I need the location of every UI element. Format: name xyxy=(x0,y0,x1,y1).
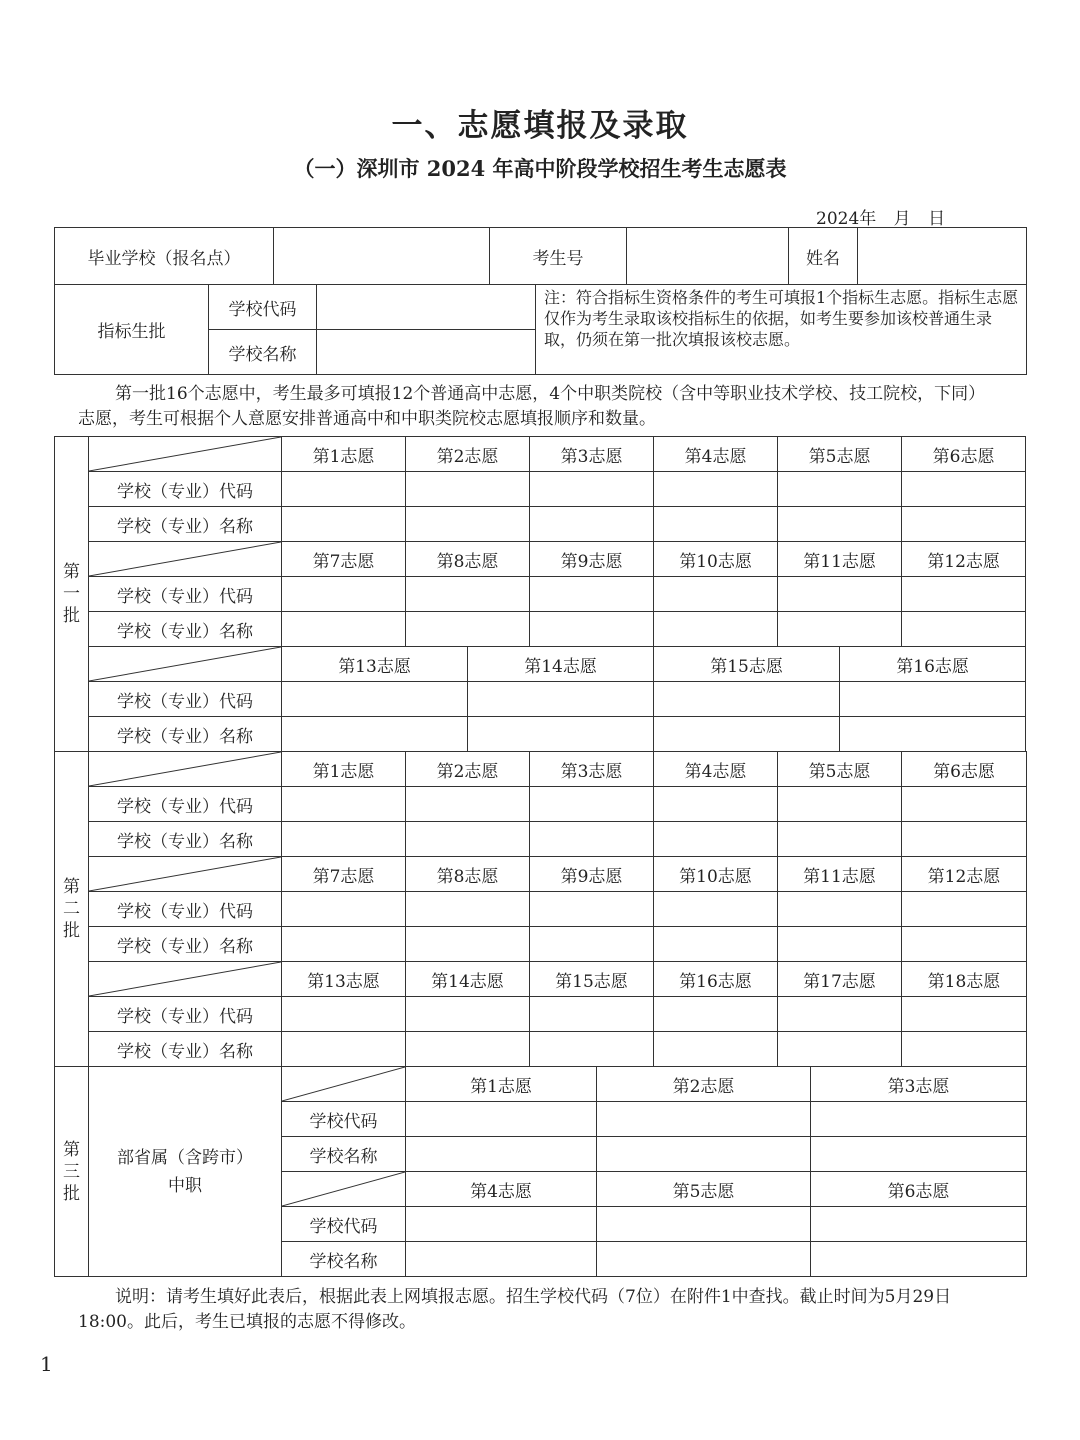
quota-batch-label: 指标生批 xyxy=(55,285,209,375)
name-field[interactable] xyxy=(282,612,406,647)
name-field[interactable] xyxy=(406,822,530,857)
row-label-name: 学校（专业）名称 xyxy=(89,1032,282,1067)
name-field[interactable] xyxy=(406,1032,530,1067)
code-field[interactable] xyxy=(406,577,530,612)
name-field[interactable] xyxy=(654,822,778,857)
code-field[interactable] xyxy=(530,577,654,612)
choice-header: 第2志愿 xyxy=(597,1067,811,1102)
name-field[interactable] xyxy=(282,507,406,542)
name-field[interactable] xyxy=(778,507,902,542)
code-field[interactable] xyxy=(654,997,778,1032)
name-field[interactable] xyxy=(406,1242,597,1277)
row-label-name: 学校（专业）名称 xyxy=(89,822,282,857)
choice-header: 第2志愿 xyxy=(406,437,530,472)
choice-header: 第8志愿 xyxy=(406,857,530,892)
choice-header: 第9志愿 xyxy=(530,857,654,892)
name-field[interactable] xyxy=(811,1137,1027,1172)
choice-header: 第4志愿 xyxy=(406,1172,597,1207)
choice-header: 第11志愿 xyxy=(778,857,902,892)
name-field[interactable] xyxy=(530,612,654,647)
code-field[interactable] xyxy=(530,892,654,927)
code-field[interactable] xyxy=(902,577,1026,612)
row-label-name: 学校名称 xyxy=(282,1137,406,1172)
batch3-table xyxy=(54,1066,1027,1277)
exam-number-field[interactable] xyxy=(627,228,789,285)
name-field[interactable] xyxy=(654,1032,778,1067)
code-field[interactable] xyxy=(811,1207,1027,1242)
form-subtitle: （一）深圳市 2024 年高中阶段学校招生考生志愿表 xyxy=(293,156,787,181)
name-field[interactable] xyxy=(530,1032,654,1067)
choice-header: 第13志愿 xyxy=(282,962,406,997)
date-line: 2024年 月 日 xyxy=(816,209,946,229)
choice-header: 第7志愿 xyxy=(282,857,406,892)
diagonal-header-cell xyxy=(282,1067,406,1102)
name-field[interactable] xyxy=(282,1032,406,1067)
code-field[interactable] xyxy=(530,472,654,507)
row-label-code: 学校（专业）代码 xyxy=(89,682,282,717)
row-label-code: 学校（专业）代码 xyxy=(89,997,282,1032)
code-field[interactable] xyxy=(902,787,1027,822)
choice-header: 第2志愿 xyxy=(406,752,530,787)
name-field[interactable] xyxy=(840,717,1026,752)
code-field[interactable] xyxy=(406,997,530,1032)
name-field[interactable] xyxy=(530,927,654,962)
row-label-code: 学校（专业）代码 xyxy=(89,472,282,507)
code-field[interactable] xyxy=(282,997,406,1032)
exam-number-label: 考生号 xyxy=(490,228,627,285)
diagonal-header-cell xyxy=(282,1172,406,1207)
student-info-table xyxy=(54,227,1027,285)
code-field[interactable] xyxy=(597,1102,811,1137)
code-field[interactable] xyxy=(530,787,654,822)
choice-header: 第12志愿 xyxy=(902,542,1026,577)
choice-header: 第1志愿 xyxy=(282,752,406,787)
choice-header: 第18志愿 xyxy=(902,962,1027,997)
name-field[interactable] xyxy=(406,612,530,647)
name-field[interactable] xyxy=(597,1137,811,1172)
name-field[interactable] xyxy=(811,1242,1027,1277)
code-field[interactable] xyxy=(406,1102,597,1137)
choice-header: 第4志愿 xyxy=(654,752,778,787)
diagonal-header-cell xyxy=(89,857,282,892)
row-label-code: 学校（专业）代码 xyxy=(89,787,282,822)
batch3-sublabel: 部省属（含跨市） 中职 xyxy=(89,1067,282,1277)
row-label-name: 学校名称 xyxy=(282,1242,406,1277)
name-field[interactable] xyxy=(778,822,902,857)
row-label-code: 学校（专业）代码 xyxy=(89,577,282,612)
name-field[interactable] xyxy=(902,822,1027,857)
choice-header: 第5志愿 xyxy=(778,437,902,472)
code-field[interactable] xyxy=(902,892,1027,927)
code-field[interactable] xyxy=(406,892,530,927)
batch3-label: 第 三 批 xyxy=(55,1067,89,1277)
row-label-code: 学校（专业）代码 xyxy=(89,892,282,927)
choice-header: 第6志愿 xyxy=(811,1172,1027,1207)
row-label-name: 学校（专业）名称 xyxy=(89,612,282,647)
code-field[interactable] xyxy=(778,997,902,1032)
code-field[interactable] xyxy=(840,682,1026,717)
row-label-code: 学校代码 xyxy=(282,1207,406,1242)
choice-header: 第4志愿 xyxy=(654,437,778,472)
choice-header: 第6志愿 xyxy=(902,437,1026,472)
name-field[interactable] xyxy=(654,927,778,962)
choice-header: 第17志愿 xyxy=(778,962,902,997)
code-field[interactable] xyxy=(654,787,778,822)
diagonal-header-cell xyxy=(89,752,282,787)
code-field[interactable] xyxy=(282,892,406,927)
row-label-name: 学校（专业）名称 xyxy=(89,717,282,752)
choice-header: 第10志愿 xyxy=(654,542,778,577)
page-title: 一、志愿填报及录取 xyxy=(391,108,689,144)
code-field[interactable] xyxy=(778,577,902,612)
code-field[interactable] xyxy=(654,682,840,717)
page-number: 1 xyxy=(40,1352,53,1376)
diagonal-header-cell xyxy=(89,542,282,577)
name-field[interactable] xyxy=(406,927,530,962)
name-field[interactable] xyxy=(282,927,406,962)
row-label-name: 学校（专业）名称 xyxy=(89,507,282,542)
name-field[interactable] xyxy=(654,612,778,647)
code-field[interactable] xyxy=(530,997,654,1032)
choice-header: 第15志愿 xyxy=(654,647,840,682)
name-field[interactable] xyxy=(778,927,902,962)
name-field[interactable] xyxy=(654,717,840,752)
choice-header: 第11志愿 xyxy=(778,542,902,577)
diagonal-header-cell xyxy=(89,437,282,472)
name-field[interactable] xyxy=(778,1032,902,1067)
choice-header: 第16志愿 xyxy=(840,647,1026,682)
batch1-table xyxy=(54,436,1026,752)
choice-header: 第3志愿 xyxy=(530,752,654,787)
choice-header: 第5志愿 xyxy=(597,1172,811,1207)
code-field[interactable] xyxy=(406,787,530,822)
code-field[interactable] xyxy=(282,472,406,507)
code-field[interactable] xyxy=(778,787,902,822)
quota-note: 注：符合指标生资格条件的考生可填报1个指标生志愿。指标生志愿仅作为考生录取该校指标生的依据，如考生要参加该校普通生录取，仍须在第一批次填报该校志愿。 xyxy=(536,285,1027,375)
code-field[interactable] xyxy=(406,1207,597,1242)
choice-header: 第12志愿 xyxy=(902,857,1027,892)
code-field[interactable] xyxy=(654,577,778,612)
batch2-table xyxy=(54,751,1027,1067)
choice-header: 第3志愿 xyxy=(530,437,654,472)
name-field[interactable] xyxy=(406,1137,597,1172)
graduation-school-field[interactable] xyxy=(274,228,490,285)
choice-header: 第9志愿 xyxy=(530,542,654,577)
name-label: 姓名 xyxy=(789,228,858,285)
intro-paragraph: 第一批16个志愿中，考生最多可填报12个普通高中志愿，4个中职类院校（含中等职业技术学校、技工院校，下同）志愿，考生可根据个人意愿安排普通高中和中职类院校志愿填报顺序和数量。 xyxy=(78,384,986,429)
footer-note: 说明：请考生填好此表后，根据此表上网填报志愿。招生学校代码（7位）在附件1中查找。截止时间为5月29日18:00。此后，考生已填报的志愿不得修改。 xyxy=(78,1287,952,1332)
code-field[interactable] xyxy=(468,682,654,717)
choice-header: 第6志愿 xyxy=(902,752,1027,787)
code-field[interactable] xyxy=(282,577,406,612)
code-field[interactable] xyxy=(902,997,1027,1032)
name-field[interactable] xyxy=(530,822,654,857)
choice-header: 第16志愿 xyxy=(654,962,778,997)
quota-school-code-label: 学校代码 xyxy=(209,285,317,330)
quota-school-name-label: 学校名称 xyxy=(209,330,317,375)
choice-header: 第5志愿 xyxy=(778,752,902,787)
name-field[interactable] xyxy=(530,507,654,542)
code-field[interactable] xyxy=(778,892,902,927)
quota-school-name-field[interactable] xyxy=(317,330,536,375)
code-field[interactable] xyxy=(778,472,902,507)
choice-header: 第15志愿 xyxy=(530,962,654,997)
name-field[interactable] xyxy=(282,822,406,857)
choice-header: 第8志愿 xyxy=(406,542,530,577)
code-field[interactable] xyxy=(654,472,778,507)
name-field[interactable] xyxy=(902,612,1026,647)
choice-header: 第13志愿 xyxy=(282,647,468,682)
name-field[interactable] xyxy=(902,507,1026,542)
name-field[interactable] xyxy=(902,927,1027,962)
name-field[interactable] xyxy=(654,507,778,542)
diagonal-header-cell xyxy=(89,647,282,682)
row-label-code: 学校代码 xyxy=(282,1102,406,1137)
code-field[interactable] xyxy=(597,1207,811,1242)
name-field[interactable] xyxy=(858,228,1027,285)
name-field[interactable] xyxy=(406,507,530,542)
diagonal-header-cell xyxy=(89,962,282,997)
batch2-label: 第 二 批 xyxy=(55,752,89,1067)
code-field[interactable] xyxy=(282,787,406,822)
name-field[interactable] xyxy=(778,612,902,647)
row-label-name: 学校（专业）名称 xyxy=(89,927,282,962)
code-field[interactable] xyxy=(811,1102,1027,1137)
choice-header: 第10志愿 xyxy=(654,857,778,892)
choice-header: 第7志愿 xyxy=(282,542,406,577)
batch1-label: 第 一 批 xyxy=(55,437,89,752)
choice-header: 第1志愿 xyxy=(282,437,406,472)
choice-header: 第3志愿 xyxy=(811,1067,1027,1102)
name-field[interactable] xyxy=(282,717,468,752)
quota-batch-table xyxy=(54,284,1027,375)
code-field[interactable] xyxy=(902,472,1026,507)
code-field[interactable] xyxy=(654,892,778,927)
code-field[interactable] xyxy=(406,472,530,507)
graduation-school-label: 毕业学校（报名点） xyxy=(55,228,274,285)
choice-header: 第14志愿 xyxy=(406,962,530,997)
choice-header: 第14志愿 xyxy=(468,647,654,682)
name-field[interactable] xyxy=(468,717,654,752)
name-field[interactable] xyxy=(597,1242,811,1277)
name-field[interactable] xyxy=(902,1032,1027,1067)
quota-school-code-field[interactable] xyxy=(317,285,536,330)
code-field[interactable] xyxy=(282,682,468,717)
choice-header: 第1志愿 xyxy=(406,1067,597,1102)
